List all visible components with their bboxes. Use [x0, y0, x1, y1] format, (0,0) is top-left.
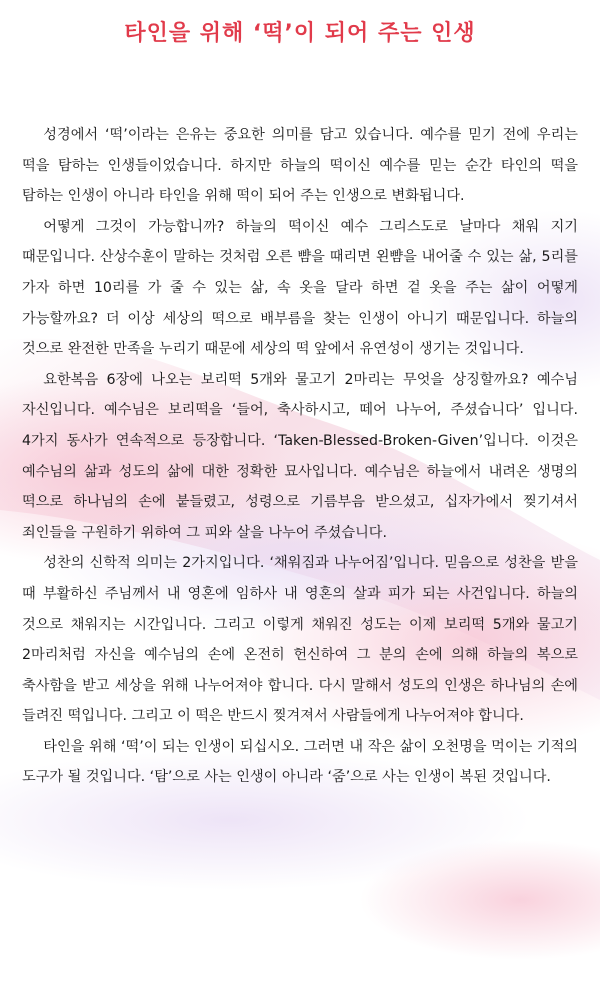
- page-title: 타인을 위해 ‘떡’이 되어 주는 인생: [124, 21, 476, 46]
- paragraph-4: 성찬의 신학적 의미는 2가지입니다. ‘채워짐과 나누어짐’입니다. 믿음으로 성찬을 받을 때 부활하신 주님께서 내 영혼에 임하사 내 영혼의 살과 피가 되는 사건입니다. 하늘의 것으로 채워지는 시간입니다. 그리고 이렇게 채워진 성도는 이제 보리떡 5개와 물고기 2마리처럼 자신을 예수님의 손에 온전히 헌신하여 그 분의 손에 의해 하늘의 복으로 축사함을 받고 세상을 위해 나누어져야 합니다. 다시 말해서 성도의 인생은 하나님의 손에 들려진 떡입니다. 그리고 이 떡은 반드시 찢겨져서 사람들에게 나누어져야 합니다.: [22, 555, 578, 725]
- paragraph-5: 타인을 위해 ‘떡’이 되는 인생이 되십시오. 그러면 내 작은 삶이 오천명을 먹이는 기적의 도구가 될 것입니다. ‘탐’으로 사는 인생이 아니라 ‘줌’으로 사는 인생이 복된 것입니다.: [22, 738, 578, 786]
- paragraph-3: 요한복음 6장에 나오는 보리떡 5개와 물고기 2마리는 무엇을 상징할까요? 예수님 자신입니다. 예수님은 보리떡을 ‘들어, 축사하시고, 떼어 나누어, 주셨습니다’ 입니다. 4가지 동사가 연속적으로 등장합니다. ‘Taken-Blessed-Broken-Given’입니다. 이것은 예수님의 삶과 성도의 삶에 대한 정확한 묘사입니다. 예수님은 하늘에서 내려온 생명의 떡으로 하나님의 손에 붙들렸고, 성령으로 기름부음 받으셨고, 십자가에서 찢기셔서 죄인들을 구원하기 위하여 그 피와 살을 나누어 주셨습니다.: [22, 371, 578, 541]
- paragraph-1: 성경에서 ‘떡’이라는 은유는 중요한 의미를 담고 있습니다. 예수를 믿기 전에 우리는 떡을 탐하는 인생들이었습니다. 하지만 하늘의 떡이신 예수를 믿는 순간 타인의 떡을 탐하는 인생이 아니라 타인을 위해 떡이 되어 주는 인생으로 변화됩니다.: [22, 127, 578, 205]
- document-body: [22, 120, 578, 793]
- paragraph-2: 어떻게 그것이 가능합니까? 하늘의 떡이신 예수 그리스도로 날마다 채워 지기 때문입니다. 산상수훈이 말하는 것처럼 오른 뺨을 때리면 왼뺨을 내어줄 수 있는 삶, 5리를 가자 하면 10리를 가 줄 수 있는 삶, 속 옷을 달라 하면 겉 옷을 주는 삶이 어떻게 가능할까요? 더 이상 세상의 떡으로 배부름을 찾는 인생이 아니기 때문입니다. 하늘의 것으로 완전한 만족을 누리기 때문에 세상의 떡 앞에서 유연성이 생기는 것입니다.: [22, 218, 578, 358]
